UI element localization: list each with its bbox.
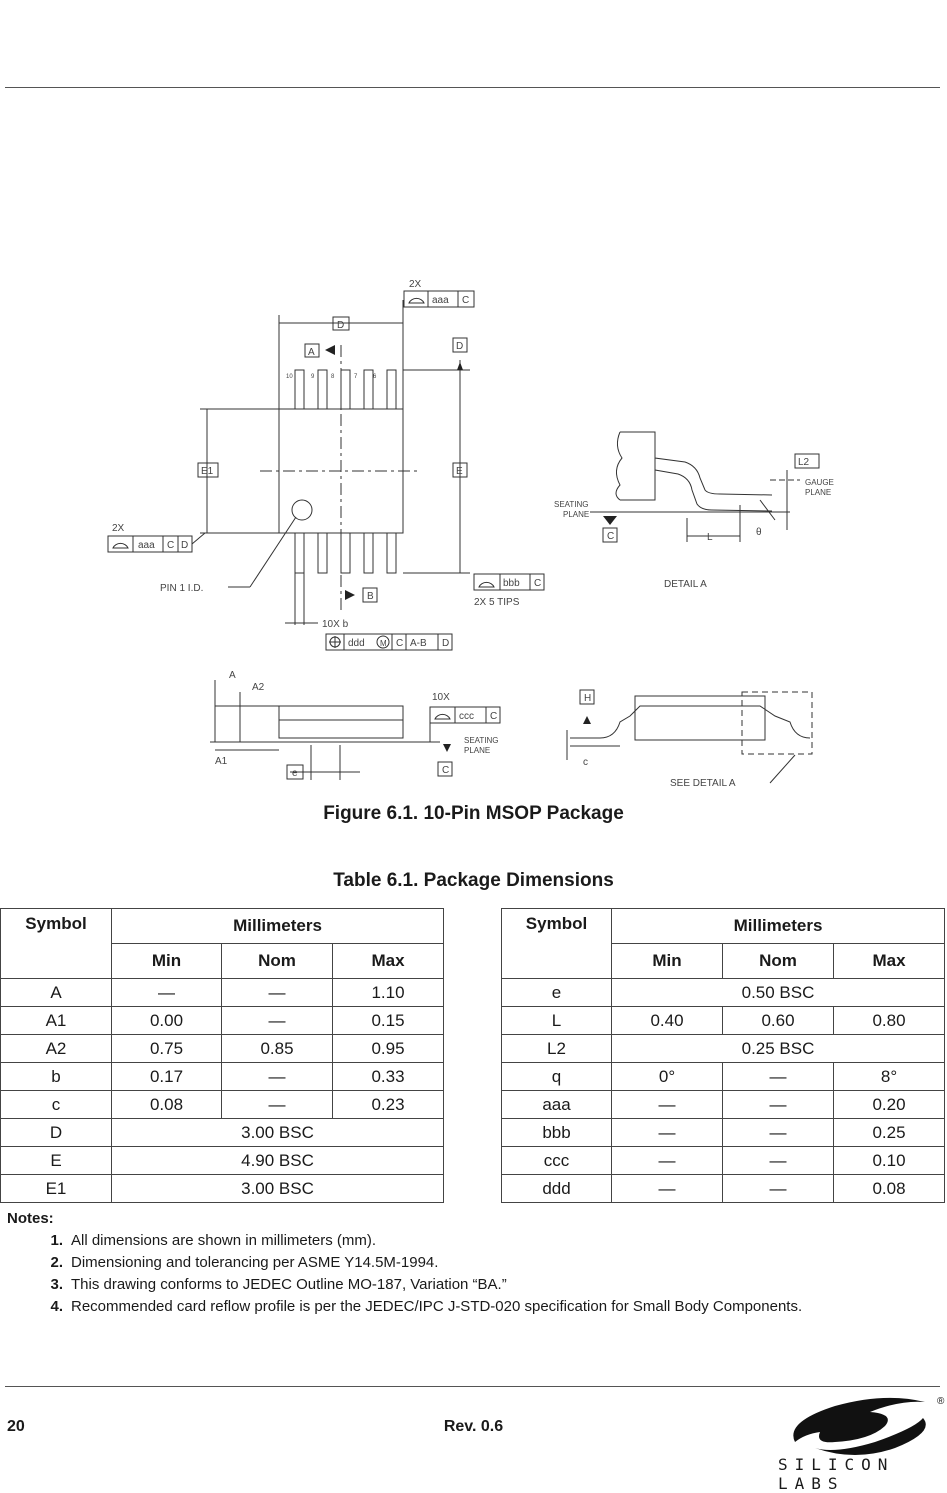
label-ddd: ddd	[348, 638, 365, 649]
table-row	[1, 1063, 444, 1091]
label-l: L	[707, 532, 713, 543]
label-pin9: 9	[311, 374, 315, 380]
cell-value: 0.25	[834, 1119, 945, 1147]
cell-symbol: ccc	[502, 1147, 612, 1175]
table-row	[1, 1175, 444, 1203]
cell-value: 4.90 BSC	[112, 1147, 444, 1175]
cell-value: 1.10	[333, 979, 444, 1007]
cell-symbol: c	[1, 1091, 112, 1119]
cell-value: 0.17	[112, 1063, 222, 1091]
cell-value: —	[112, 979, 222, 1007]
header-max: Max	[333, 944, 444, 979]
cell-value: —	[612, 1147, 723, 1175]
dimensions-table-right	[501, 908, 945, 1203]
cell-value: 0.25 BSC	[612, 1035, 945, 1063]
label-a-side: A	[229, 670, 236, 681]
cell-value: 0°	[612, 1063, 723, 1091]
cell-value: —	[222, 1063, 333, 1091]
cell-symbol: E1	[1, 1175, 112, 1203]
cell-value: 3.00 BSC	[112, 1175, 444, 1203]
label-5-tips: 2X 5 TIPS	[474, 597, 520, 608]
label-d-datum: D	[456, 341, 464, 352]
header-nom: Nom	[222, 944, 333, 979]
cell-value: 0.08	[112, 1091, 222, 1119]
header-min: Min	[112, 944, 222, 979]
cell-value: 0.15	[333, 1007, 444, 1035]
label-c-bbb: C	[534, 578, 542, 589]
label-ccc: ccc	[459, 711, 474, 722]
label-10x-b: 10X b	[322, 619, 349, 630]
cell-symbol: A	[1, 979, 112, 1007]
label-c-left: C	[167, 540, 175, 551]
cell-value: —	[723, 1175, 834, 1203]
note-number: 1.	[50, 1231, 63, 1249]
dimensions-table-left	[0, 908, 444, 1203]
label-see-detail: SEE DETAIL A	[670, 778, 736, 789]
cell-value: 0.85	[222, 1035, 333, 1063]
label-e-pitch: e	[292, 768, 298, 779]
footer-rule	[5, 1386, 940, 1387]
label-b-datum: B	[367, 591, 374, 602]
header-symbol: Symbol	[1, 909, 112, 979]
cell-value: 0.10	[834, 1147, 945, 1175]
revision: Rev. 0.6	[443, 1418, 504, 1435]
label-seating: SEATING	[554, 500, 589, 509]
cell-symbol: L2	[502, 1035, 612, 1063]
label-10x: 10X	[432, 692, 450, 703]
cell-value: —	[222, 1091, 333, 1119]
cell-value: 0.33	[333, 1063, 444, 1091]
label-seating-plane: PLANE	[563, 510, 590, 519]
cell-symbol: D	[1, 1119, 112, 1147]
header-millimeters: Millimeters	[112, 909, 444, 944]
note-item	[7, 1229, 802, 1251]
label-theta: θ	[756, 527, 762, 538]
label-e: E	[456, 466, 463, 477]
label-m: M	[380, 639, 387, 648]
note-item	[7, 1295, 802, 1317]
cell-value: 0.40	[612, 1007, 723, 1035]
logo-wordmark: SILICON LABS	[778, 1455, 895, 1493]
label-pin6: 6	[373, 374, 377, 380]
table-row	[1, 1119, 444, 1147]
label-aaa-left: aaa	[138, 540, 155, 551]
label-a-datum: A	[308, 347, 315, 358]
cell-value: 0.23	[333, 1091, 444, 1119]
label-pin10: 10	[286, 374, 293, 380]
label-h: H	[584, 693, 592, 704]
figure-caption: Figure 6.1. 10-Pin MSOP Package	[323, 803, 624, 824]
cell-value: 0.95	[333, 1035, 444, 1063]
cell-value: 0.20	[834, 1091, 945, 1119]
table-row	[502, 1035, 945, 1063]
label-seating2-plane: PLANE	[464, 746, 491, 755]
header-max-right: Max	[834, 944, 945, 979]
label-d-ddd: D	[442, 638, 450, 649]
label-pin7: 7	[354, 374, 358, 380]
label-c-ccc: C	[490, 711, 498, 722]
notes	[7, 1210, 802, 1317]
label-d-left: D	[181, 540, 189, 551]
label-bbb: bbb	[503, 578, 520, 589]
table-row	[502, 1147, 945, 1175]
header-millimeters-right: Millimeters	[612, 909, 945, 944]
cell-symbol: bbb	[502, 1119, 612, 1147]
cell-value: —	[723, 1091, 834, 1119]
label-c-side: C	[442, 765, 450, 776]
cell-value: 0.50 BSC	[612, 979, 945, 1007]
label-e1: E1	[201, 466, 214, 477]
header-symbol-right: Symbol	[502, 909, 612, 979]
label-2x-left: 2X	[112, 523, 125, 534]
table-caption: Table 6.1. Package Dimensions	[333, 870, 614, 891]
table-row	[502, 1175, 945, 1203]
cell-value: 0.60	[723, 1007, 834, 1035]
label-pin1: PIN 1 I.D.	[160, 583, 204, 594]
cell-value: —	[612, 1119, 723, 1147]
label-d-dim: D	[337, 320, 345, 331]
cell-symbol: A2	[1, 1035, 112, 1063]
cell-value: 0.80	[834, 1007, 945, 1035]
cell-symbol: E	[1, 1147, 112, 1175]
label-l2: L2	[798, 457, 810, 468]
label-c-ddd: C	[396, 638, 404, 649]
label-seating2: SEATING	[464, 736, 499, 745]
cell-value: 8°	[834, 1063, 945, 1091]
page-number: 20	[7, 1418, 25, 1435]
note-number: 2.	[50, 1253, 63, 1271]
table-row	[1, 979, 444, 1007]
label-c-datum: C	[607, 531, 615, 542]
table-row	[1, 1091, 444, 1119]
note-text: This drawing conforms to JEDEC Outline MO-187, Variation “BA.”	[71, 1275, 507, 1293]
table-row	[1, 1147, 444, 1175]
label-detail-a: DETAIL A	[664, 579, 707, 590]
cell-value: —	[222, 979, 333, 1007]
cell-symbol: L	[502, 1007, 612, 1035]
cell-value: 0.08	[834, 1175, 945, 1203]
label-c-top: C	[462, 295, 470, 306]
label-gauge: GAUGE	[805, 478, 834, 487]
label-gauge-plane: PLANE	[805, 488, 832, 497]
table-row	[502, 1119, 945, 1147]
cell-value: —	[723, 1119, 834, 1147]
cell-symbol: ddd	[502, 1175, 612, 1203]
note-text: Recommended card reflow profile is per the JEDEC/IPC J-STD-020 specification for Small Body Components.	[71, 1297, 803, 1315]
note-number: 3.	[50, 1275, 63, 1293]
cell-value: 3.00 BSC	[112, 1119, 444, 1147]
label-a-b: A-B	[410, 638, 427, 649]
label-c-small: c	[583, 757, 588, 768]
cell-value: 0.00	[112, 1007, 222, 1035]
cell-value: —	[612, 1091, 723, 1119]
pin1-marker	[292, 500, 312, 520]
notes-title: Notes:	[7, 1210, 54, 1227]
cell-symbol: A1	[1, 1007, 112, 1035]
table-row	[502, 1007, 945, 1035]
cell-symbol: b	[1, 1063, 112, 1091]
label-a2: A2	[252, 682, 265, 693]
table-row	[502, 1063, 945, 1091]
registered-mark: ®	[937, 1396, 945, 1407]
cell-value: —	[222, 1007, 333, 1035]
note-item	[7, 1273, 802, 1295]
label-2x-top: 2X	[409, 279, 422, 290]
cell-symbol: aaa	[502, 1091, 612, 1119]
table-row	[1, 1007, 444, 1035]
label-aaa-top: aaa	[432, 295, 449, 306]
cell-value: —	[723, 1147, 834, 1175]
note-number: 4.	[50, 1297, 63, 1315]
side-view-body	[279, 706, 403, 738]
label-pin8: 8	[331, 374, 335, 380]
cell-value: —	[612, 1175, 723, 1203]
note-item	[7, 1251, 802, 1273]
cell-symbol: e	[502, 979, 612, 1007]
table-row	[502, 1091, 945, 1119]
table-row	[502, 979, 945, 1007]
note-text: Dimensioning and tolerancing per ASME Y14.5M-1994.	[71, 1253, 439, 1271]
cell-value: 0.75	[112, 1035, 222, 1063]
cell-symbol: q	[502, 1063, 612, 1091]
label-a1: A1	[215, 756, 228, 767]
table-row	[1, 1035, 444, 1063]
header-min-right: Min	[612, 944, 723, 979]
header-nom-right: Nom	[723, 944, 834, 979]
cell-value: —	[723, 1063, 834, 1091]
note-text: All dimensions are shown in millimeters (mm).	[71, 1231, 377, 1249]
